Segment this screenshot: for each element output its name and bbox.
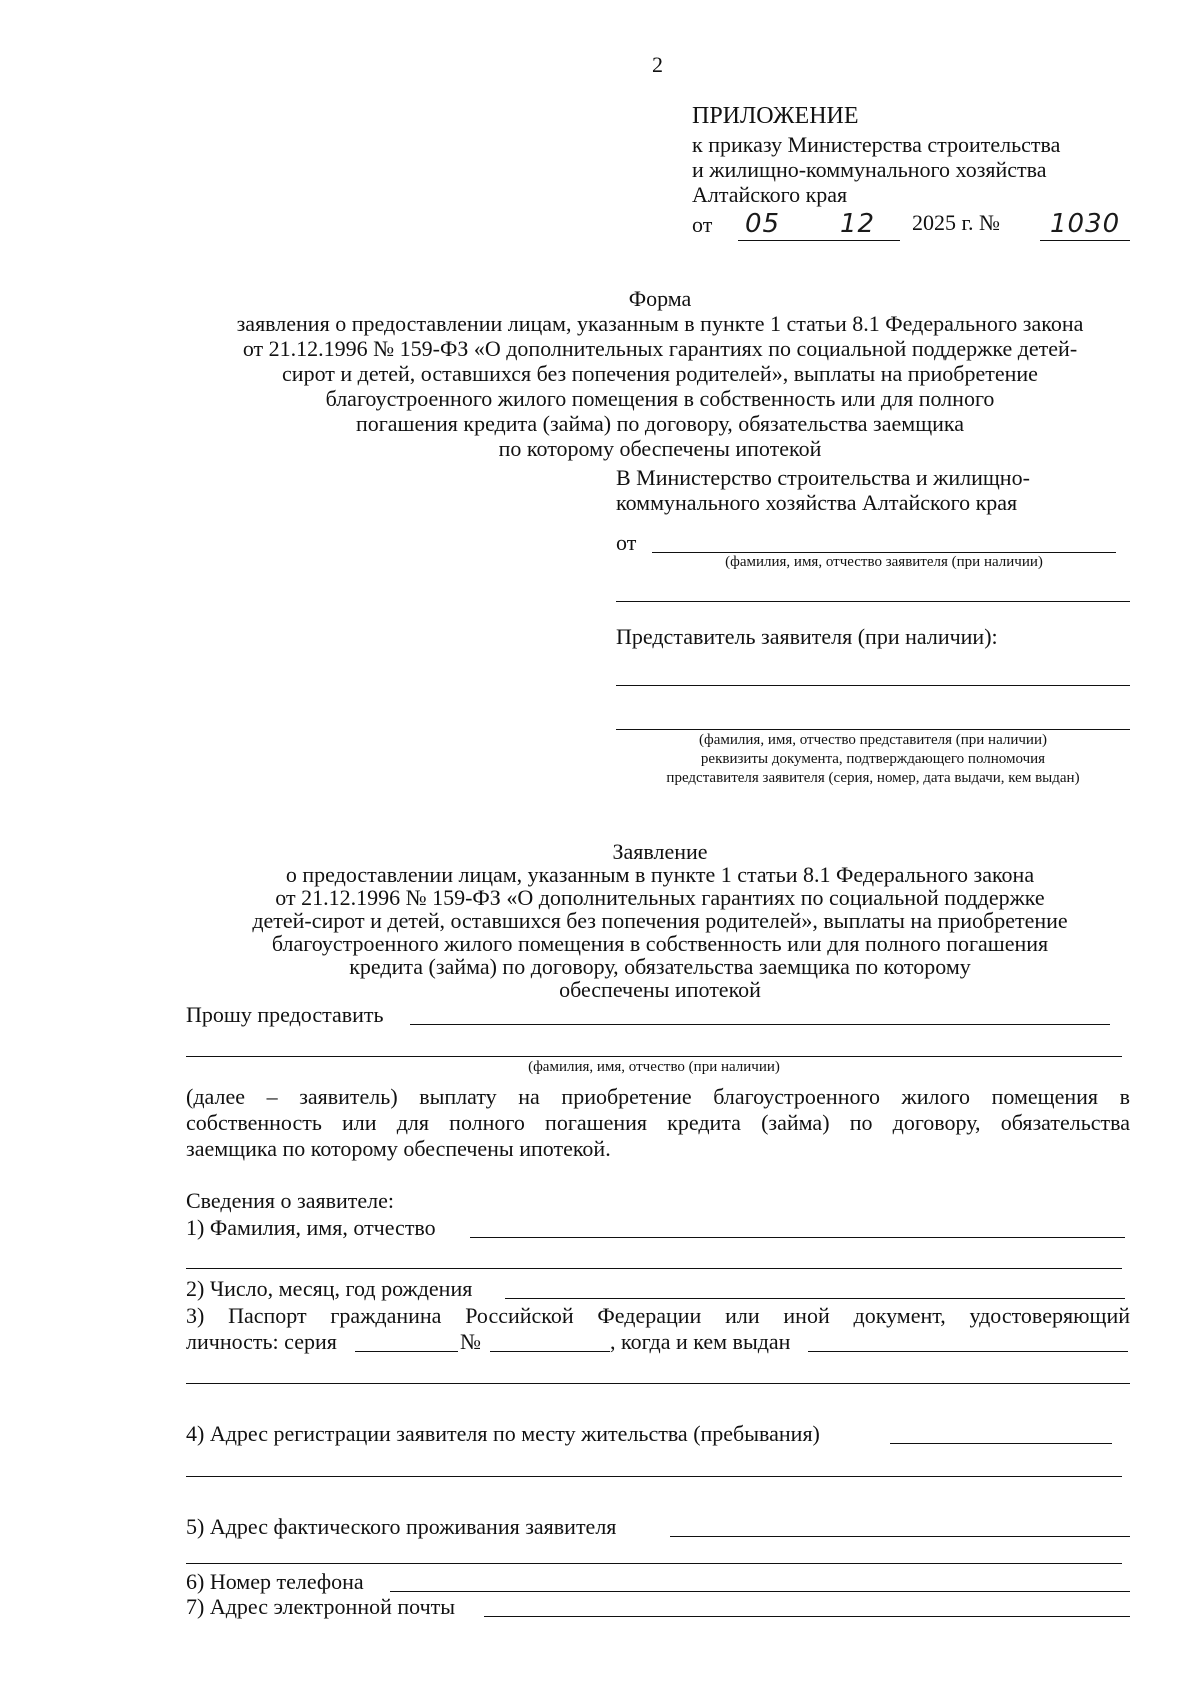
actual-address-field-2[interactable] bbox=[186, 1563, 1122, 1564]
birth-date-field[interactable] bbox=[505, 1298, 1125, 1299]
statement-heading-line: благоустроенного жилого помещения в собственность или для полного погашения bbox=[271, 931, 1049, 956]
full-name-field[interactable] bbox=[470, 1237, 1125, 1238]
representative-caption bbox=[600, 731, 1146, 788]
form-heading-line: благоустроенного жилого помещения в собственность или для полного bbox=[325, 386, 995, 411]
request-body-line-2: собственность или для полного погашения кредита (займа) по договору, обязательства bbox=[186, 1110, 1130, 1135]
item-registration-address-label: 4) Адрес регистрации заявителя по месту жительства (пребывания) bbox=[186, 1421, 820, 1446]
form-heading-line: от 21.12.1996 № 159-ФЗ «О дополнительных гарантиях по социальной поддержке детей- bbox=[242, 336, 1078, 361]
representative-field-1[interactable] bbox=[616, 685, 1130, 686]
statement-heading-line: от 21.12.1996 № 159-ФЗ «О дополнительных гарантиях по социальной поддержке bbox=[275, 885, 1045, 910]
passport-number-label: № bbox=[460, 1329, 481, 1354]
form-heading-title: Форма bbox=[628, 286, 692, 311]
item-actual-address-label: 5) Адрес фактического проживания заявителя bbox=[186, 1514, 617, 1539]
form-heading-line: погашения кредита (займа) по договору, обязательства заемщика bbox=[355, 411, 965, 436]
representative-label: Представитель заявителя (при наличии): bbox=[616, 624, 998, 649]
request-body-line-3: заемщика по которому обеспечены ипотекой. bbox=[186, 1136, 611, 1161]
item-phone-label: 6) Номер телефона bbox=[186, 1569, 364, 1594]
from-label: от bbox=[616, 530, 637, 555]
passport-issued-field-2[interactable] bbox=[186, 1383, 1130, 1384]
order-day-handwritten: 05 bbox=[745, 209, 781, 239]
request-body-line-1: (далее – заявитель) выплату на приобретение благоустроенного жилого помещения в bbox=[186, 1084, 1130, 1109]
item-email-label: 7) Адрес электронной почты bbox=[186, 1594, 456, 1619]
request-recipient-field[interactable] bbox=[410, 1024, 1110, 1025]
representative-caption-line: представителя заявителя (серия, номер, дата выдачи, кем выдан) bbox=[666, 770, 1080, 786]
full-name-field-2[interactable] bbox=[186, 1268, 1122, 1269]
page-number: 2 bbox=[652, 52, 663, 77]
passport-issued-label: , когда и кем выдан bbox=[610, 1329, 791, 1354]
passport-series-label: личность: серия bbox=[186, 1329, 337, 1354]
statement-heading-line: кредита (займа) по договору, обязательства заемщика по которому bbox=[349, 954, 971, 979]
passport-number-field[interactable] bbox=[490, 1351, 610, 1352]
statement-title: Заявление bbox=[612, 839, 708, 864]
addressee-line-2: коммунального хозяйства Алтайского края bbox=[616, 490, 1018, 515]
actual-address-field[interactable] bbox=[670, 1536, 1130, 1537]
form-heading-line: сирот и детей, оставшихся без попечения родителей», выплаты на приобретение bbox=[282, 361, 1038, 386]
order-year-label: 2025 г. № bbox=[912, 210, 1001, 235]
item-birth-date-label: 2) Число, месяц, год рождения bbox=[186, 1276, 473, 1301]
applicant-heading: Сведения о заявителе: bbox=[186, 1188, 395, 1213]
registration-address-field[interactable] bbox=[890, 1443, 1112, 1444]
request-caption: (фамилия, имя, отчество (при наличии) bbox=[528, 1059, 780, 1075]
passport-issued-field[interactable] bbox=[808, 1351, 1128, 1352]
order-number-underline bbox=[1040, 240, 1130, 241]
applicant-name-field-2[interactable] bbox=[616, 601, 1130, 602]
form-heading-line: по которому обеспечены ипотекой bbox=[498, 436, 822, 461]
order-number-handwritten: 1030 bbox=[1050, 209, 1121, 239]
request-recipient-field-2[interactable] bbox=[186, 1056, 1122, 1057]
item-full-name-label: 1) Фамилия, имя, отчество bbox=[186, 1215, 436, 1240]
appendix-line-2: и жилищно-коммунального хозяйства bbox=[692, 157, 1047, 182]
form-heading bbox=[150, 286, 1170, 461]
appendix-title: ПРИЛОЖЕНИЕ bbox=[692, 103, 859, 129]
representative-field-2[interactable] bbox=[616, 729, 1130, 730]
order-date-label: от bbox=[692, 212, 713, 237]
representative-caption-line: (фамилия, имя, отчество представителя (при наличии) bbox=[699, 732, 1047, 748]
registration-address-field-2[interactable] bbox=[186, 1476, 1122, 1477]
addressee-line-1: В Министерство строительства и жилищно- bbox=[616, 465, 1030, 490]
passport-series-field[interactable] bbox=[355, 1351, 458, 1352]
appendix-line-3: Алтайского края bbox=[692, 182, 848, 207]
representative-caption-line: реквизиты документа, подтверждающего полномочия bbox=[700, 751, 1046, 767]
statement-heading-line: детей-сирот и детей, оставшихся без попечения родителей», выплаты на приобретение bbox=[252, 908, 1068, 933]
statement-heading bbox=[150, 840, 1170, 1001]
item-passport-line-1: 3) Паспорт гражданина Российской Федерации или иной документ, удостоверяющий bbox=[186, 1303, 1130, 1328]
statement-heading-line: о предоставлении лицам, указанным в пункте 1 статьи 8.1 Федерального закона bbox=[285, 862, 1035, 887]
email-field[interactable] bbox=[484, 1616, 1130, 1617]
request-label: Прошу предоставить bbox=[186, 1002, 384, 1027]
form-heading-line: заявления о предоставлении лицам, указанным в пункте 1 статьи 8.1 Федерального закона bbox=[236, 311, 1084, 336]
order-month-handwritten: 12 bbox=[840, 209, 876, 239]
applicant-name-caption: (фамилия, имя, отчество заявителя (при наличии) bbox=[725, 554, 1043, 570]
statement-heading-line: обеспечены ипотекой bbox=[559, 977, 761, 1002]
order-date-underline bbox=[738, 240, 900, 241]
appendix-line-1: к приказу Министерства строительства bbox=[692, 132, 1061, 157]
phone-field[interactable] bbox=[390, 1591, 1130, 1592]
